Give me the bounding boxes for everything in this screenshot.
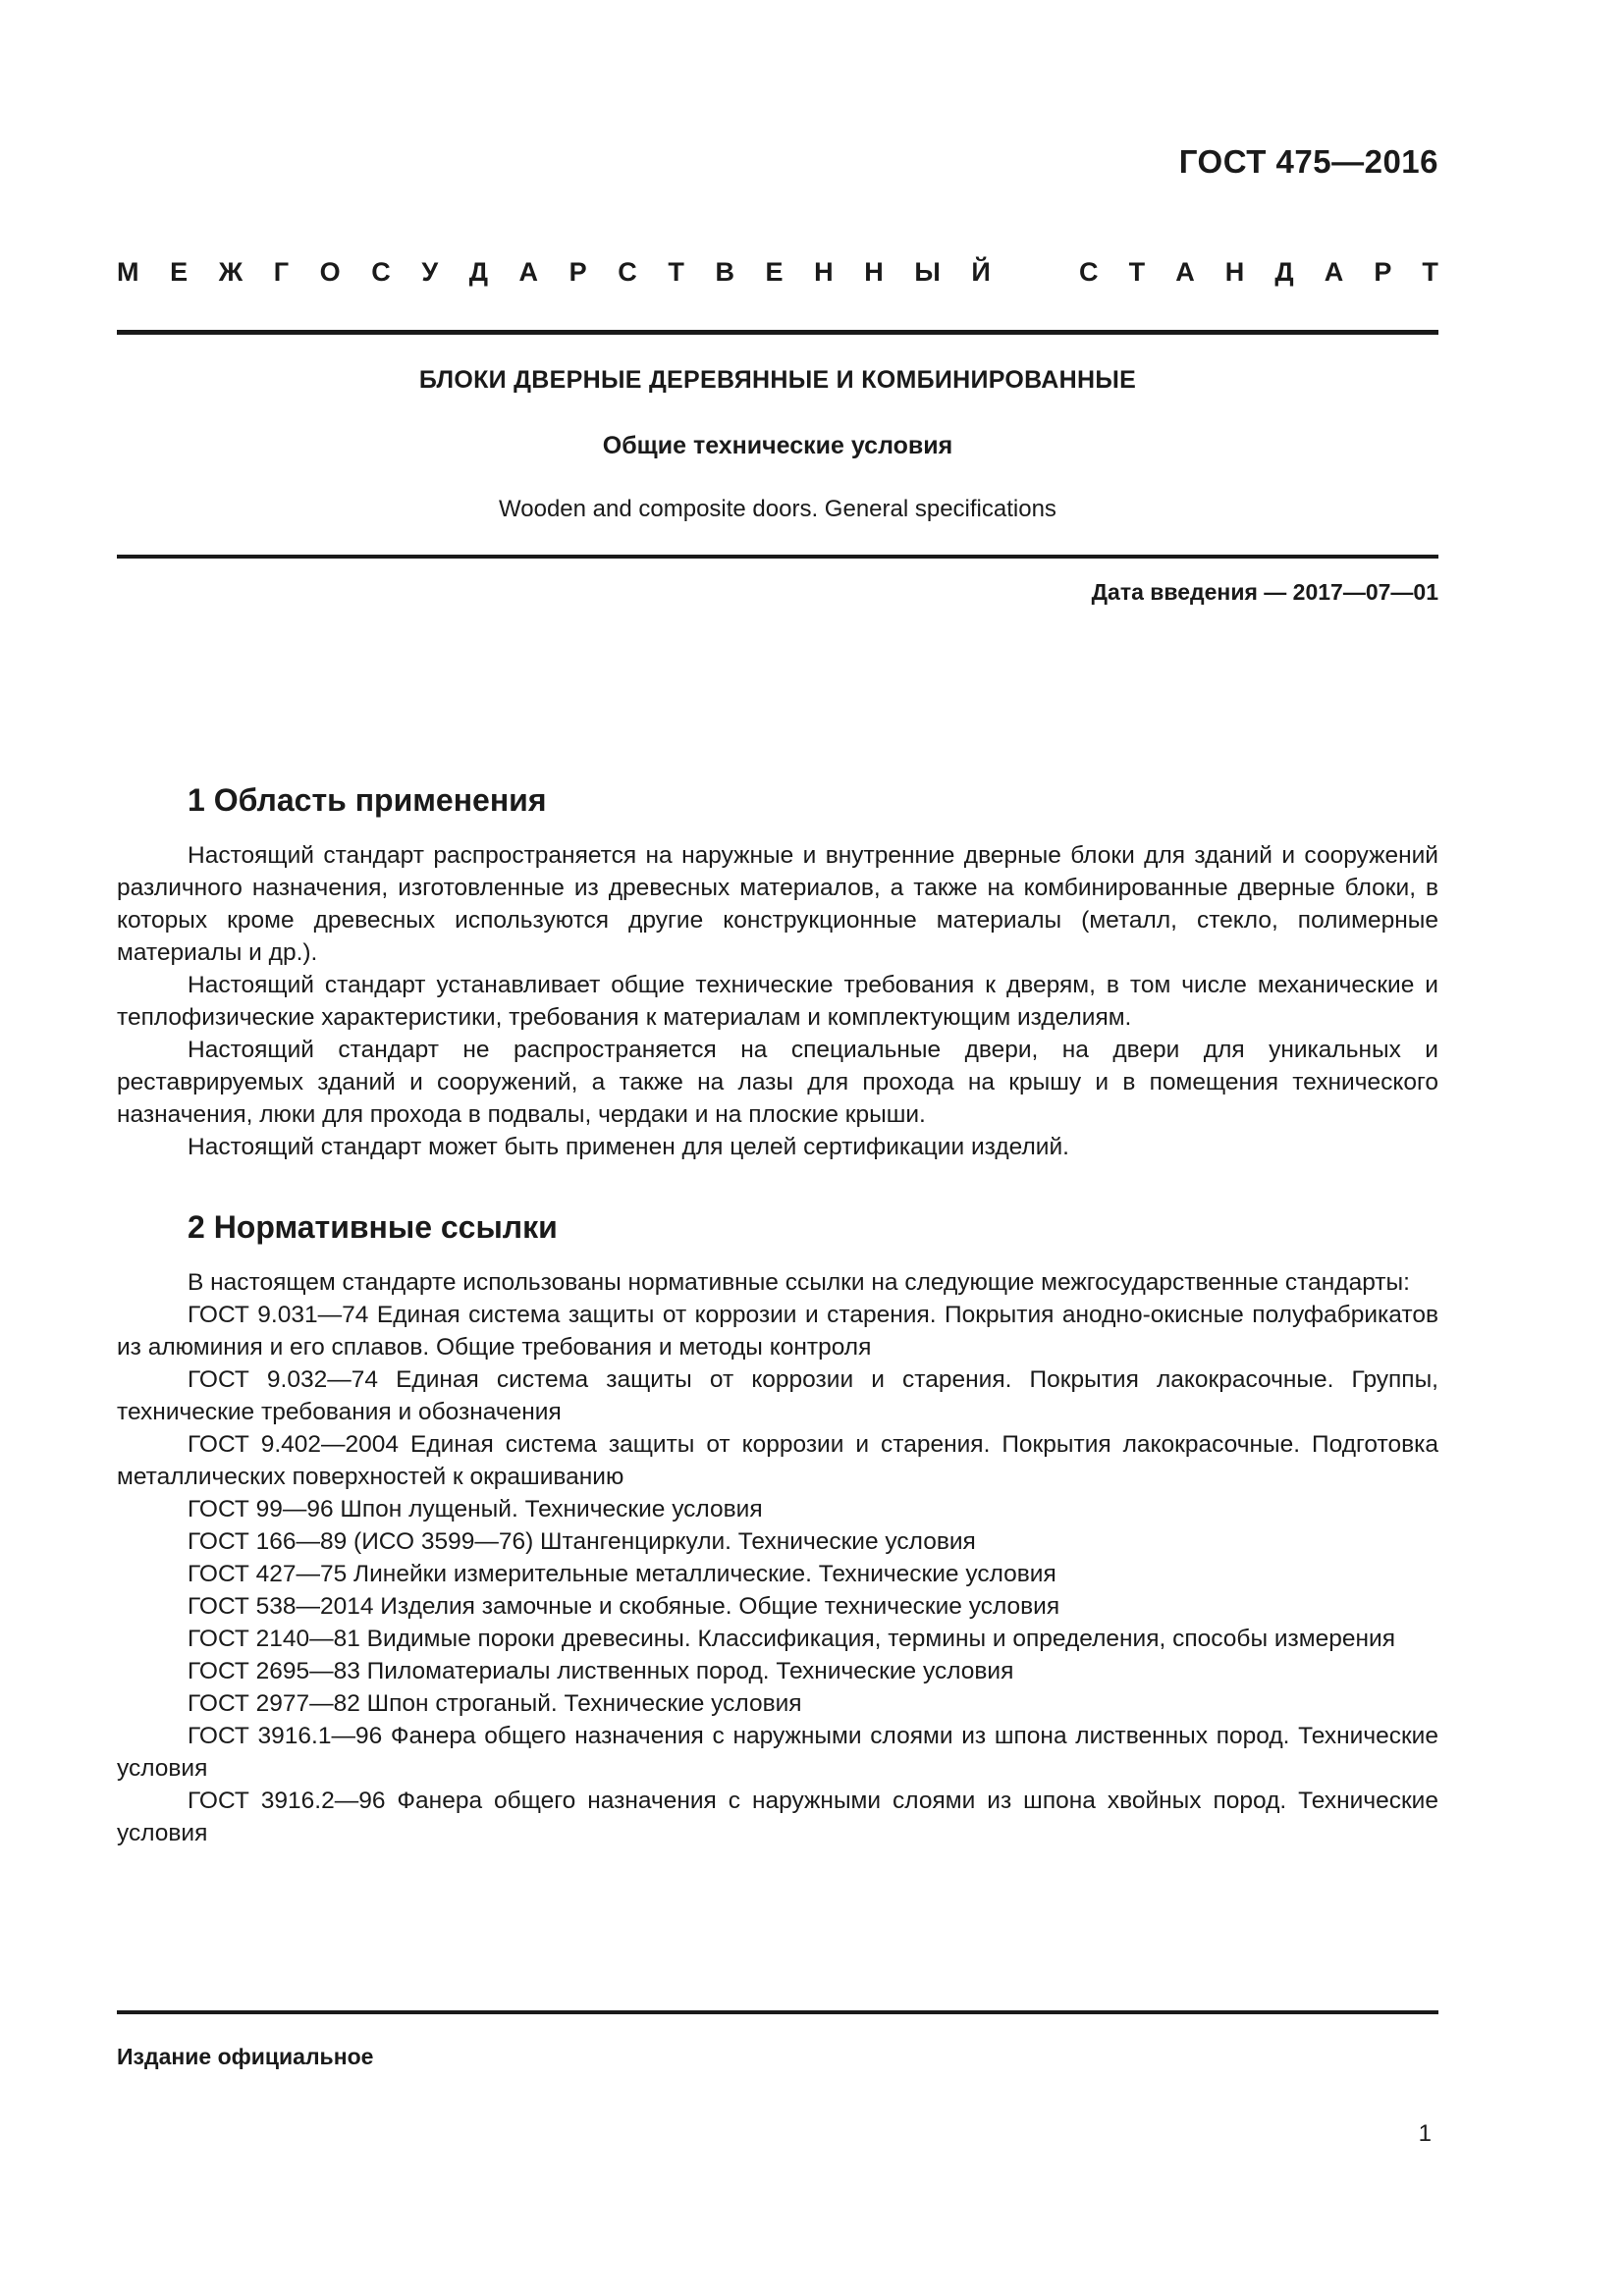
reference-item: ГОСТ 9.402—2004 Единая система защиты от коррозии и старения. Покрытия лакокрасочные. Подготовка металлических поверхностей к окрашиванию (117, 1431, 1438, 1490)
letter: Ы (914, 257, 941, 287)
letter: Д (468, 257, 488, 287)
reference-item: ГОСТ 166—89 (ИСО 3599—76) Штангенциркули. Технические условия (188, 1528, 976, 1555)
letter: Р (1374, 257, 1392, 287)
standard-type-word-standard (1079, 257, 1438, 288)
title-divider (117, 555, 1438, 559)
section-heading: 1 Область применения (188, 782, 547, 818)
document-subtitle: Общие технические условия (602, 432, 953, 459)
paragraph: Настоящий стандарт распространяется на наружные и внутренние дверные блоки для зданий и сооружений различного назначения, изготовленные из древесных материалов, а также на комбинированные дверные блоки, в которых кроме древесных используются другие конструкционные материалы (металл, стекло, полимерные материалы и др.). (117, 842, 1438, 966)
letter: Т (1128, 257, 1146, 287)
paragraph: Настоящий стандарт может быть применен для целей сертификации изделий. (188, 1134, 1069, 1160)
document-number: ГОСТ 475—2016 (1178, 143, 1438, 180)
reference-item: ГОСТ 99—96 Шпон лущеный. Технические условия (188, 1496, 763, 1522)
document-title: БЛОКИ ДВЕРНЫЕ ДЕРЕВЯННЫЕ И КОМБИНИРОВАННЫЕ (418, 366, 1137, 394)
letter: Н (814, 257, 834, 287)
letter: Е (170, 257, 189, 287)
document-page (117, 0, 1438, 2296)
letter: С (618, 257, 637, 287)
letter: М (117, 257, 139, 287)
reference-item: ГОСТ 538—2014 Изделия замочные и скобяные. Общие технические условия (188, 1593, 1060, 1620)
reference-item: ГОСТ 2977—82 Шпон строганый. Технические условия (188, 1690, 802, 1717)
paragraph: Настоящий стандарт устанавливает общие технические требования к дверям, в том числе механические и теплофизические характеристики, требования к материалам и комплектующим изделиям. (117, 972, 1438, 1031)
letter: А (1175, 257, 1195, 287)
reference-item: ГОСТ 3916.2—96 Фанера общего назначения с наружными слоями из шпона хвойных пород. Технические условия (117, 1788, 1438, 1846)
standard-type-heading (117, 257, 1438, 288)
letter: Т (1422, 257, 1438, 287)
page-number: 1 (1418, 2120, 1432, 2147)
letter: О (319, 257, 341, 287)
letter: А (518, 257, 539, 287)
official-edition-note: Издание официальное (117, 2044, 374, 2069)
letter: Ж (218, 257, 244, 287)
letter: С (371, 257, 391, 287)
letter: В (715, 257, 734, 287)
letter: С (1079, 257, 1099, 287)
letter: Г (273, 257, 290, 287)
letter: Т (668, 257, 684, 287)
letter: Й (971, 257, 991, 287)
letter: Р (568, 257, 587, 287)
letter: Н (864, 257, 884, 287)
document-title-english: Wooden and composite doors. General specifications (499, 496, 1056, 522)
letter: Н (1224, 257, 1245, 287)
letter: Д (1274, 257, 1294, 287)
reference-item: ГОСТ 9.031—74 Единая система защиты от коррозии и старения. Покрытия анодно-окисные полуфабрикатов из алюминия и его сплавов. Общие требования и методы контроля (117, 1302, 1438, 1361)
reference-item: ГОСТ 3916.1—96 Фанера общего назначения с наружными слоями из шпона лиственных пород. Технические условия (117, 1723, 1438, 1782)
reference-item: ГОСТ 427—75 Линейки измерительные металлические. Технические условия (188, 1561, 1056, 1587)
letter: У (421, 257, 439, 287)
standard-type-word-interstate (117, 257, 991, 288)
paragraph: В настоящем стандарте использованы нормативные ссылки на следующие межгосударственные стандарты: (188, 1269, 1410, 1296)
section-heading: 2 Нормативные ссылки (188, 1209, 558, 1245)
section-normative-references (117, 1207, 1438, 1849)
reference-item: ГОСТ 2695—83 Пиломатериалы лиственных пород. Технические условия (188, 1658, 1014, 1684)
reference-item: ГОСТ 2140—81 Видимые пороки древесины. Классификация, термины и определения, способы измерения (188, 1626, 1395, 1652)
footer-divider (117, 2010, 1438, 2014)
top-divider (117, 330, 1438, 335)
section-scope (117, 780, 1438, 1163)
letter: Е (765, 257, 784, 287)
paragraph: Настоящий стандарт не распространяется на специальные двери, на двери для уникальных и реставрируемых зданий и сооружений, а также на лазы для прохода на крышу и в помещения технического назначения, люки для прохода в подвалы, чердаки и на плоские крыши. (117, 1037, 1438, 1128)
introduction-date: Дата введения — 2017—07—01 (1091, 579, 1438, 605)
letter: А (1324, 257, 1344, 287)
reference-item: ГОСТ 9.032—74 Единая система защиты от коррозии и старения. Покрытия лакокрасочные. Группы, технические требования и обозначения (117, 1366, 1438, 1425)
